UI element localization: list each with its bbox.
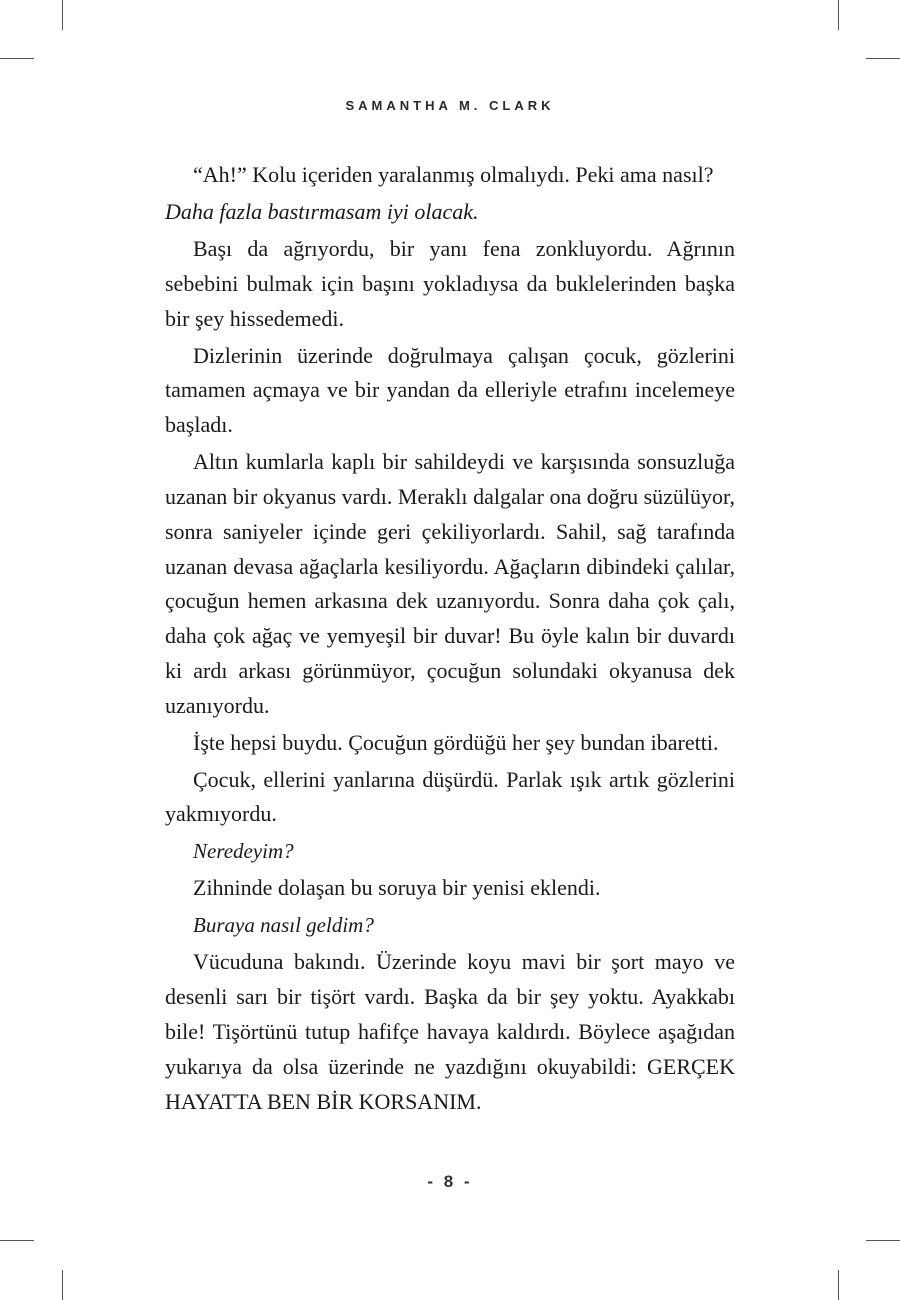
crop-mark-top-left — [62, 0, 63, 30]
page-number: - 8 - — [427, 1172, 473, 1191]
paragraph-italic: Neredeyim? — [193, 839, 294, 864]
crop-mark-left-bottom — [0, 1240, 34, 1241]
paragraph: “Ah!” Kolu içeriden yaralanmış olmalıydı. Peki ama nasıl? — [193, 162, 714, 187]
paragraph: Altın kumlarla kaplı bir sahildeydi ve karşısında sonsuzluğa uzanan bir okyanus vardı. Meraklı dalgalar ona doğru süzülüyor, sonra saniyeler içinde geri çekiliyorlardı. Sahil, sağ tarafında uzanan devasa ağaçlarla kesiliyordu. Ağaçların dibindeki çalılar, çocuğun hemen arkasına dek uzanıyordu. Sonra daha çok çalı, daha çok ağaç ve yemyeşil bir duvar! Bu öyle kalın bir duvardı ki ardı arkası görünmüyor, çocuğun solundaki okyanusa dek uzanıyordu. — [165, 449, 735, 718]
paragraph: İşte hepsi buydu. Çocuğun gördüğü her şey bundan ibaretti. — [193, 729, 719, 755]
crop-mark-right-bottom — [866, 1240, 900, 1241]
paragraph: Zihninde dolaşan bu soruya bir yenisi eklendi. — [193, 875, 601, 901]
paragraph-italic: Buraya nasıl geldim? — [193, 913, 374, 938]
paragraph-italic: Daha fazla bastırmasam iyi olacak. — [165, 198, 479, 224]
paragraph: Başı da ağrıyordu, bir yanı fena zonkluyordu. Ağrının sebebini bulmak için başını yokladıysa da buklelerinden başka bir şey hissedemedi. — [165, 235, 735, 331]
body-text — [165, 158, 735, 1122]
crop-mark-bottom-left — [62, 1270, 63, 1300]
crop-mark-left-top — [0, 58, 34, 59]
crop-mark-top-right — [838, 0, 839, 30]
running-head: SAMANTHA M. CLARK — [345, 98, 555, 113]
crop-mark-right-top — [866, 58, 900, 59]
paragraph: Çocuk, ellerini yanlarına düşürdü. Parlak ışık artık gözlerini yakmıyordu. — [165, 766, 735, 827]
paragraph: Vücuduna bakındı. Üzerinde koyu mavi bir şort mayo ve desenli sarı bir tişört vardı. Başka da bir şey yoktu. Ayakkabı bile! Tişörtünü tutup hafifçe havaya kaldırdı. Böylece aşağıdan yukarıya da olsa üzerinde ne yazdığını okuyabildi: GERÇEK HAYATTA BEN BİR KORSANIM. — [165, 949, 735, 1114]
crop-mark-bottom-right — [838, 1270, 839, 1300]
paragraph: Dizlerinin üzerinde doğrulmaya çalışan çocuk, gözlerini tamamen açmaya ve bir yandan da elleriyle etrafını incelemeye başladı. — [165, 342, 735, 438]
